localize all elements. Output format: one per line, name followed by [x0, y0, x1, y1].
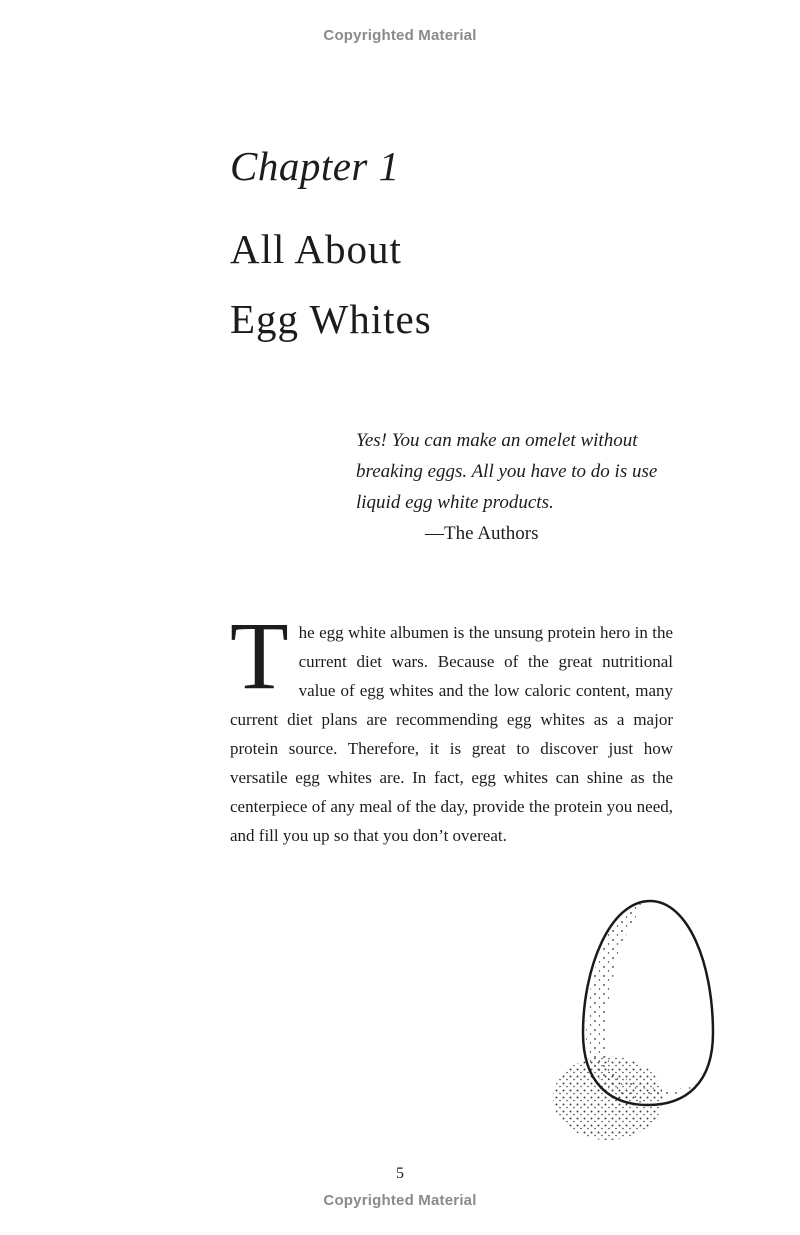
chapter-label: Chapter 1 [230, 143, 400, 189]
chapter-title-line-2: Egg Whites [230, 296, 432, 342]
watermark-bottom: Copyrighted Material [323, 1192, 477, 1209]
watermark-top: Copyrighted Material [323, 27, 477, 44]
chapter-title-line-1: All About [230, 226, 402, 272]
chapter-title [230, 214, 432, 354]
drop-cap: T [230, 602, 289, 709]
epigraph [356, 425, 686, 518]
body-text: he egg white albumen is the unsung protein hero in the current diet wars. Because of the great nutritional value of egg whites and the low caloric content, many current diet plans are recommending egg whites as a major protein source. Therefore, it is great to discover just how versatile egg whites are. In fact, egg whites can shine as the centerpiece of any meal of the day, provide the protein you need, and fill you up so that you don’t overeat. [230, 623, 673, 845]
epigraph-attribution: —The Authors [425, 523, 539, 544]
epigraph-text: Yes! You can make an omelet without breaking eggs. All you have to do is use liquid egg white products. [356, 430, 658, 513]
egg-illustration-icon [548, 893, 718, 1148]
page-number: 5 [396, 1165, 404, 1182]
body-paragraph [230, 602, 673, 850]
